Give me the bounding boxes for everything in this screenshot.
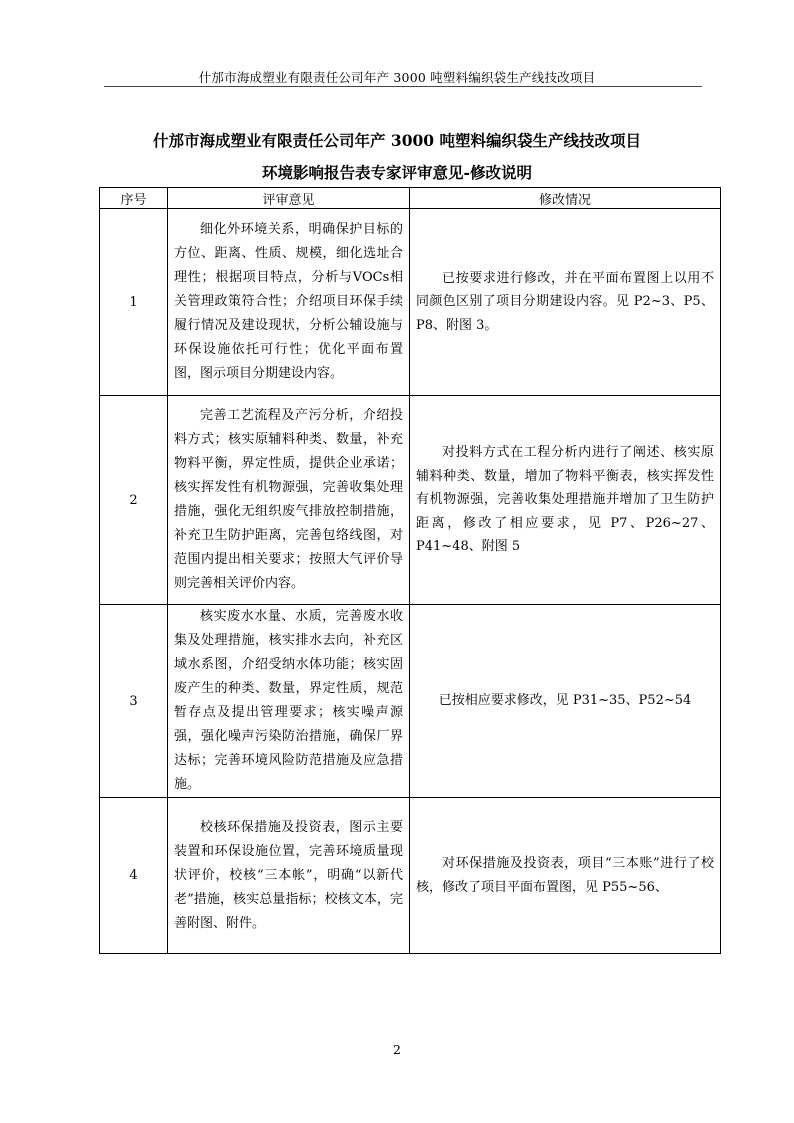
row-number: 4 — [100, 798, 168, 954]
review-opinion: 细化外环境关系，明确保护目标的方位、距离、性质、规模，细化选址合理性；根据项目特点，分析与VOCs相关管理政策符合性；介绍项目环保手续履行情况及建设现状，分析公辅设施与环保设施依托可行性；优化平面布置图，图示项目分期建设内容。 — [174, 222, 403, 381]
change-description: 对环保措施及投资表，项目“三本账”进行了校核，修改了项目平面布置图，见 P55~56、 — [416, 856, 714, 895]
table-row — [100, 798, 721, 954]
change-description: 对投料方式在工程分析内进行了阐述、核实原辅料种类、数量，增加了物料平衡表，核实挥发性有机物源强，完善收集处理措施并增加了卫生防护距离，修改了相应要求，见 P7、P26~27、P41~48、附图 5 — [416, 445, 714, 555]
row-number: 2 — [100, 396, 168, 605]
row-number: 3 — [100, 605, 168, 798]
review-table — [99, 187, 721, 954]
column-header-change: 修改情况 — [410, 188, 721, 209]
column-header-opinion: 评审意见 — [168, 188, 410, 209]
review-opinion: 核实废水水量、水质，完善废水收集及处理措施，核实排水去向，补充区域水系图，介绍受纳水体功能；核实固废产生的种类、数量，界定性质，规范暂存点及提出管理要求；核实噪声源强，强化噪声污染防治措施，确保厂界达标；完善环境风险防范措施及应急措施。 — [174, 609, 403, 792]
table-header-row — [100, 188, 721, 209]
review-opinion: 完善工艺流程及产污分析，介绍投料方式；核实原辅料种类、数量，补充物料平衡，界定性质，提供企业承诺；核实挥发性有机物源强，完善收集处理措施，强化无组织废气排放控制措施，补充卫生防护距离，完善包络线图，对范围内提出相关要求；按照大气评价导则完善相关评价内容。 — [174, 408, 403, 591]
page-number: 2 — [393, 1042, 401, 1057]
header-divider — [104, 86, 702, 87]
document-subtitle: 环境影响报告表专家评审意见-修改说明 — [262, 163, 532, 182]
change-description: 已按要求进行修改，并在平面布置图上以用不同颜色区别了项目分期建设内容。见 P2~3、P5、P8、附图 3。 — [416, 270, 714, 333]
table-row — [100, 605, 721, 798]
running-header: 什邡市海成塑业有限责任公司年产 3000 吨塑料编织袋生产线技改项目 — [198, 70, 596, 85]
review-opinion: 校核环保措施及投资表，图示主要装置和环保设施位置，完善环境质量现状评价，校核“三本帐”，明确“以新代老”措施，核实总量指标；校核文本，完善附图、附件。 — [174, 819, 403, 931]
table-row — [100, 396, 721, 605]
row-number: 1 — [100, 209, 168, 396]
change-description: 已按相应要求修改，见 P31~35、P52~54 — [438, 693, 692, 709]
table-row — [100, 209, 721, 396]
document-title: 什邡市海成塑业有限责任公司年产 3000 吨塑料编织袋生产线技改项目 — [153, 131, 641, 150]
column-header-number: 序号 — [100, 188, 168, 209]
